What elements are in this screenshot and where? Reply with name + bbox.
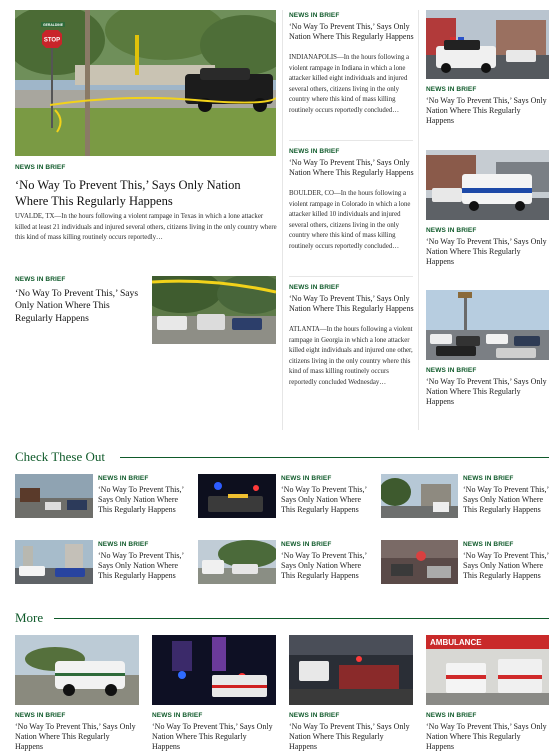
check-photo-5[interactable] xyxy=(198,540,276,584)
more-headline-1[interactable]: ‘No Way To Prevent This,’ Says Only Nation Where This Regularly Happens xyxy=(15,722,136,751)
check-photo-2[interactable] xyxy=(198,474,276,518)
more-kicker-3: NEWS IN BRIEF xyxy=(289,712,340,719)
check-photo-1[interactable] xyxy=(15,474,93,518)
more-photo-1[interactable] xyxy=(15,635,139,705)
check-headline-2[interactable]: ‘No Way To Prevent This,’ Says Only Nation Where This Regularly Happens xyxy=(281,485,367,514)
right-kicker-1: NEWS IN BRIEF xyxy=(426,86,477,93)
section-rule xyxy=(54,618,549,619)
right-headline-2[interactable]: ‘No Way To Prevent This,’ Says Only Nation Where This Regularly Happens xyxy=(426,237,547,266)
right-kicker-3: NEWS IN BRIEF xyxy=(426,367,477,374)
lead-body: UVALDE, TX—In the hours following a violent rampage in Texas in which a lone attacker killed at least 21 individuals and injured several others, citizens living in the only country where this kind of mass killing routinely occurs reportedly… xyxy=(15,213,277,242)
column-divider xyxy=(418,10,419,430)
check-kicker-3: NEWS IN BRIEF xyxy=(463,475,514,482)
right-kicker-2: NEWS IN BRIEF xyxy=(426,227,477,234)
stop-sign-text: STOP xyxy=(43,37,61,44)
more-kicker-2: NEWS IN BRIEF xyxy=(152,712,203,719)
more-photo-2[interactable] xyxy=(152,635,276,705)
story-divider xyxy=(289,140,413,141)
check-kicker-6: NEWS IN BRIEF xyxy=(463,541,514,548)
street-sign-text: GERALDINE xyxy=(43,23,63,27)
middle-body-1: INDIANAPOLIS—In the hours following a violent rampage in Indiana in which a lone attacker killed eight individuals and injured several others, citizens living in the only country where this kind of mass killing routinely occurs reportedly concluded… xyxy=(289,54,410,114)
check-kicker-5: NEWS IN BRIEF xyxy=(281,541,332,548)
right-photo-1[interactable] xyxy=(426,10,549,79)
right-headline-3[interactable]: ‘No Way To Prevent This,’ Says Only Nation Where This Regularly Happens xyxy=(426,377,547,406)
more-title: More xyxy=(15,610,44,625)
secondary-photo[interactable] xyxy=(152,276,276,344)
check-headline-4[interactable]: ‘No Way To Prevent This,’ Says Only Nation Where This Regularly Happens xyxy=(98,551,184,580)
middle-kicker-2: NEWS IN BRIEF xyxy=(289,148,340,155)
middle-kicker-1: NEWS IN BRIEF xyxy=(289,12,340,19)
check-headline-6[interactable]: ‘No Way To Prevent This,’ Says Only Nation Where This Regularly Happens xyxy=(463,551,549,580)
check-headline-3[interactable]: ‘No Way To Prevent This,’ Says Only Nation Where This Regularly Happens xyxy=(463,485,549,514)
ambulance-sign-text: AMBULANCE xyxy=(430,638,482,647)
check-photo-6[interactable] xyxy=(381,540,458,584)
more-headline-3[interactable]: ‘No Way To Prevent This,’ Says Only Nation Where This Regularly Happens xyxy=(289,722,410,751)
lead-photo[interactable] xyxy=(15,10,276,156)
story-divider xyxy=(289,276,413,277)
more-kicker-4: NEWS IN BRIEF xyxy=(426,712,477,719)
middle-body-3: ATLANTA—In the hours following a violent rampage in Georgia in which a lone attacker killed eight individuals and injured one other, citizens living in the only country where this kind of mass killing routinely occurs reportedly concluded Wednesday… xyxy=(289,326,413,386)
more-headline-2[interactable]: ‘No Way To Prevent This,’ Says Only Nation Where This Regularly Happens xyxy=(152,722,273,751)
middle-body-2: BOULDER, CO—In the hours following a violent rampage in Colorado in which a lone attacker killed 10 individuals and injured several others, citizens living in the only country where this kind of mass killing routinely occurs reportedly concluded… xyxy=(289,190,411,250)
middle-headline-2[interactable]: ‘No Way To Prevent This,’ Says Only Nation Where This Regularly Happens xyxy=(289,158,414,177)
secondary-kicker: NEWS IN BRIEF xyxy=(15,276,66,283)
column-divider xyxy=(282,10,283,430)
check-kicker-1: NEWS IN BRIEF xyxy=(98,475,149,482)
check-kicker-4: NEWS IN BRIEF xyxy=(98,541,149,548)
lead-headline[interactable]: ‘No Way To Prevent This,’ Says Only Nation Where This Regularly Happens xyxy=(15,178,241,208)
check-headline-1[interactable]: ‘No Way To Prevent This,’ Says Only Nation Where This Regularly Happens xyxy=(98,485,184,514)
middle-headline-3[interactable]: ‘No Way To Prevent This,’ Says Only Nation Where This Regularly Happens xyxy=(289,294,414,313)
right-photo-2[interactable] xyxy=(426,150,549,220)
check-headline-5[interactable]: ‘No Way To Prevent This,’ Says Only Nation Where This Regularly Happens xyxy=(281,551,367,580)
middle-kicker-3: NEWS IN BRIEF xyxy=(289,284,340,291)
lead-kicker: NEWS IN BRIEF xyxy=(15,164,66,171)
section-rule xyxy=(120,457,549,458)
check-these-out-title: Check These Out xyxy=(15,449,106,464)
more-headline-4[interactable]: ‘No Way To Prevent This,’ Says Only Nation Where This Regularly Happens xyxy=(426,722,547,751)
check-photo-4[interactable] xyxy=(15,540,93,584)
check-kicker-2: NEWS IN BRIEF xyxy=(281,475,332,482)
check-photo-3[interactable] xyxy=(381,474,458,518)
more-photo-3[interactable] xyxy=(289,635,413,705)
right-headline-1[interactable]: ‘No Way To Prevent This,’ Says Only Nation Where This Regularly Happens xyxy=(426,96,547,125)
right-photo-3[interactable] xyxy=(426,290,549,360)
middle-headline-1[interactable]: ‘No Way To Prevent This,’ Says Only Nation Where This Regularly Happens xyxy=(289,22,414,41)
secondary-headline[interactable]: ‘No Way To Prevent This,’ Says Only Nation Where This Regularly Happens xyxy=(15,288,139,324)
more-photo-4[interactable] xyxy=(426,635,549,705)
more-kicker-1: NEWS IN BRIEF xyxy=(15,712,66,719)
